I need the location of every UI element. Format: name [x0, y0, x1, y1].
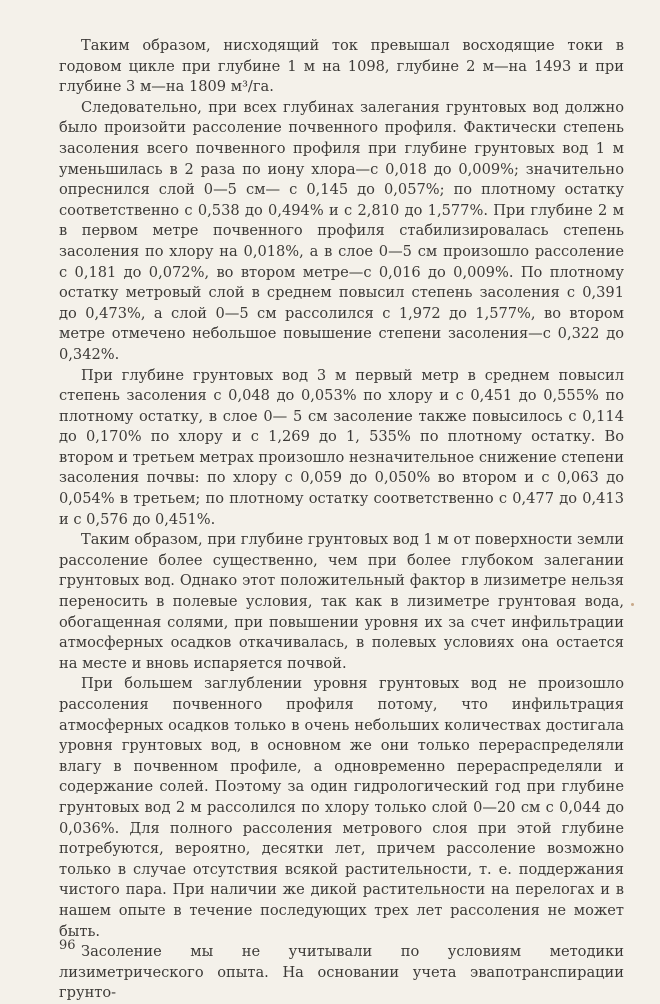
paragraph-5: При большем заглублении уровня грунтовых вод не произошло рассоления почвенного профиля потому, что инфильтрация атмосферных осадков только в очень небольших количествах достигала уровня грунтовых вод, в основном же они только перераспределяли влагу в почвенном профиле, а одновременно перераспределяли и содержание солей. Поэтому за один гидрологический год при глубине грунтовых вод 2 м рассолился по хлору только слой 0—20 см с 0,044 до 0,036%. Для полного рассоления метрового слоя при этой глубине потребуются, вероятно, десятки лет, причем рассоление возможно только в случае отсутствия всякой растительности, т. е. поддержания чистого пара. При наличии же дикой растительности на перелогах и в нашем опыте в течение последующих трех лет рассоления не может быть. [59, 675, 624, 940]
paragraph-1: Таким образом, нисходящий ток превышал восходящие токи в годовом цикле при глубине 1 м на 1098, глубине 2 м—на 1493 и при глубине 3 м—на 1809 м³/га. [59, 37, 624, 96]
paragraph-3: При глубине грунтовых вод 3 м первый метр в среднем повысил степень засоления с 0,048 до 0,053% по хлору и с 0,451 до 0,555% по плотному остатку, в слое 0— 5 см засоление также повысилось с 0,114 до 0,170% по хлору и с 1,269 до 1, 535% по плотному остатку. Во втором и третьем метрах произошло незначительное снижение степени засоления почвы: по хлору с 0,059 до 0,050% во втором и с 0,063 до 0,054% в третьем; по плотному остатку соответственно с 0,477 до 0,413 и с 0,576 до 0,451%. [59, 366, 624, 528]
paper-speck [631, 603, 634, 606]
paragraph-6: Засоление мы не учитывали по условиям методики лизиметрического опыта. На основании учета эвапотранспирации грунто- [59, 943, 624, 1002]
paragraph-4: Таким образом, при глубине грунтовых вод 1 м от поверхности земли рассоление более существенно, чем при более глубоком залегании грунтовых вод. Однако этот положительный фактор в лизиметре нельзя переносить в полевые условия, так как в лизиметре грунтовая вода, обогащенная солями, при повышении уровня их за счет инфильтрации атмосферных осадков откачивалась, в полевых условиях она остается на месте и вновь испаряется почвой. [59, 531, 624, 672]
body-text [59, 36, 624, 1004]
page-number: 96 [59, 938, 76, 953]
paragraph-2: Следовательно, при всех глубинах залегания грунтовых вод должно было произойти рассоление почвенного профиля. Фактически степень засоления всего почвенного профиля при глубине грунтовых вод 1 м уменьшилась в 2 раза по иону хлора—с 0,018 до 0,009%; значительно опреснился слой 0—5 см— с 0,145 до 0,057%; по плотному остатку соответственно с 0,538 до 0,494% и с 2,810 до 1,577%. При глубине 2 м в первом метре почвенного профиля стабилизировалась степень засоления по хлору на 0,018%, а в слое 0—5 см произошло рассоление с 0,181 до 0,072%, во втором метре—с 0,016 до 0,009%. По плотному остатку метровый слой в среднем повысил степень засоления с 0,391 до 0,473%, а слой 0—5 см рассолился с 1,972 до 1,577%, во втором метре отмечено небольшое повышение степени засоления—с 0,322 до 0,342%. [59, 98, 624, 363]
